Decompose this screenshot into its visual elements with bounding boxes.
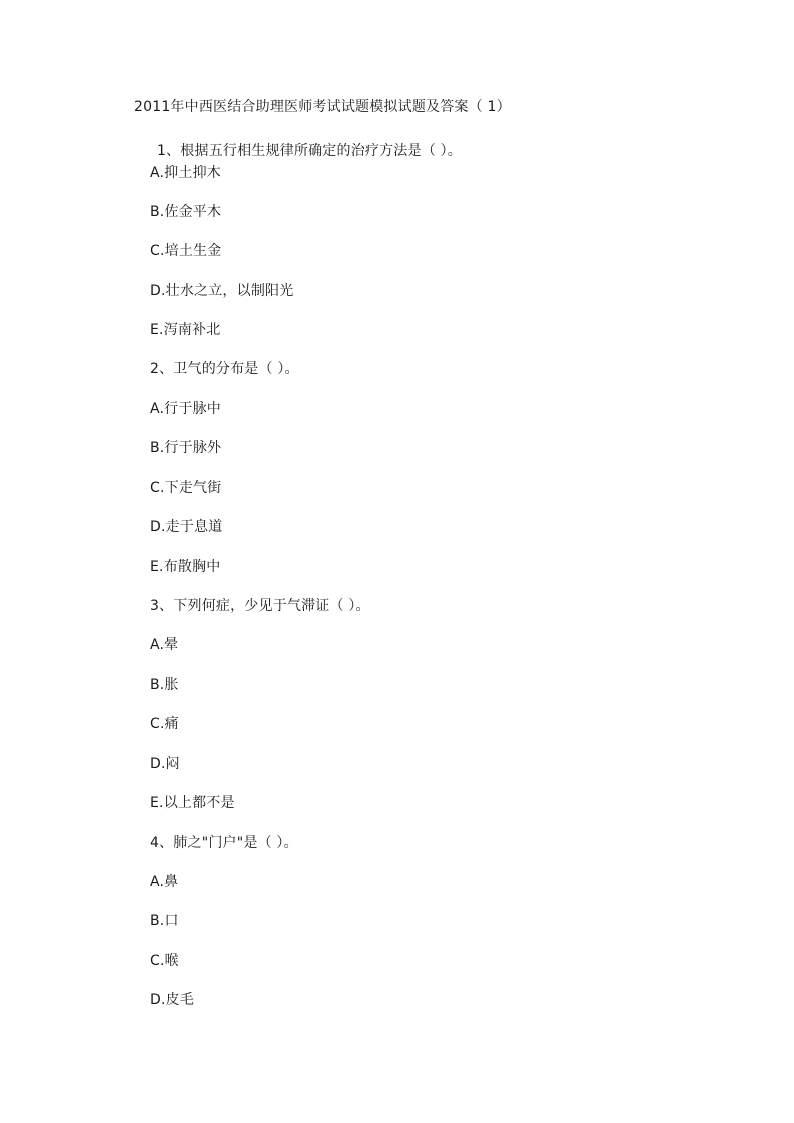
question-1-stem: 1、根据五行相生规律所确定的治疗方法是（ ）。 [157,143,462,159]
question-2-stem: 2、卫气的分布是（ ）。 [150,361,299,377]
question-1-option-e: E.泻南补北 [150,322,221,338]
question-3-stem: 3、下列何症，少见于气滞证（ ）。 [150,598,370,614]
question-1-option-b: B.佐金平木 [150,204,222,220]
question-2-option-a: A.行于脉中 [150,401,221,417]
question-2-option-b: B.行于脉外 [150,440,222,456]
question-2-option-d: D.走于息道 [150,519,223,535]
question-3-option-e: E.以上都不是 [150,795,235,811]
question-3-option-b: B.胀 [150,677,179,693]
question-1-option-d: D.壮水之立，以制阳光 [150,283,294,299]
question-3-option-a: A.晕 [150,637,179,653]
question-3-option-d: D.闷 [150,756,180,772]
question-4-option-c: C.喉 [150,953,179,969]
question-4-option-a: A.鼻 [150,874,179,890]
question-4-stem: 4、肺之"门户"是（ ）。 [150,835,298,851]
question-2-option-c: C.下走气街 [150,480,222,496]
question-4-option-b: B.口 [150,913,179,929]
question-2-option-e: E.布散胸中 [150,559,221,575]
document-title: 2011年中西医结合助理医师考试试题模拟试题及答案（ 1） [134,99,511,115]
question-3-option-c: C.痛 [150,716,179,732]
question-1-option-c: C.培土生金 [150,243,222,259]
question-4-option-d: D.皮毛 [150,992,195,1008]
question-1-option-a: A.抑土抑木 [150,165,221,181]
